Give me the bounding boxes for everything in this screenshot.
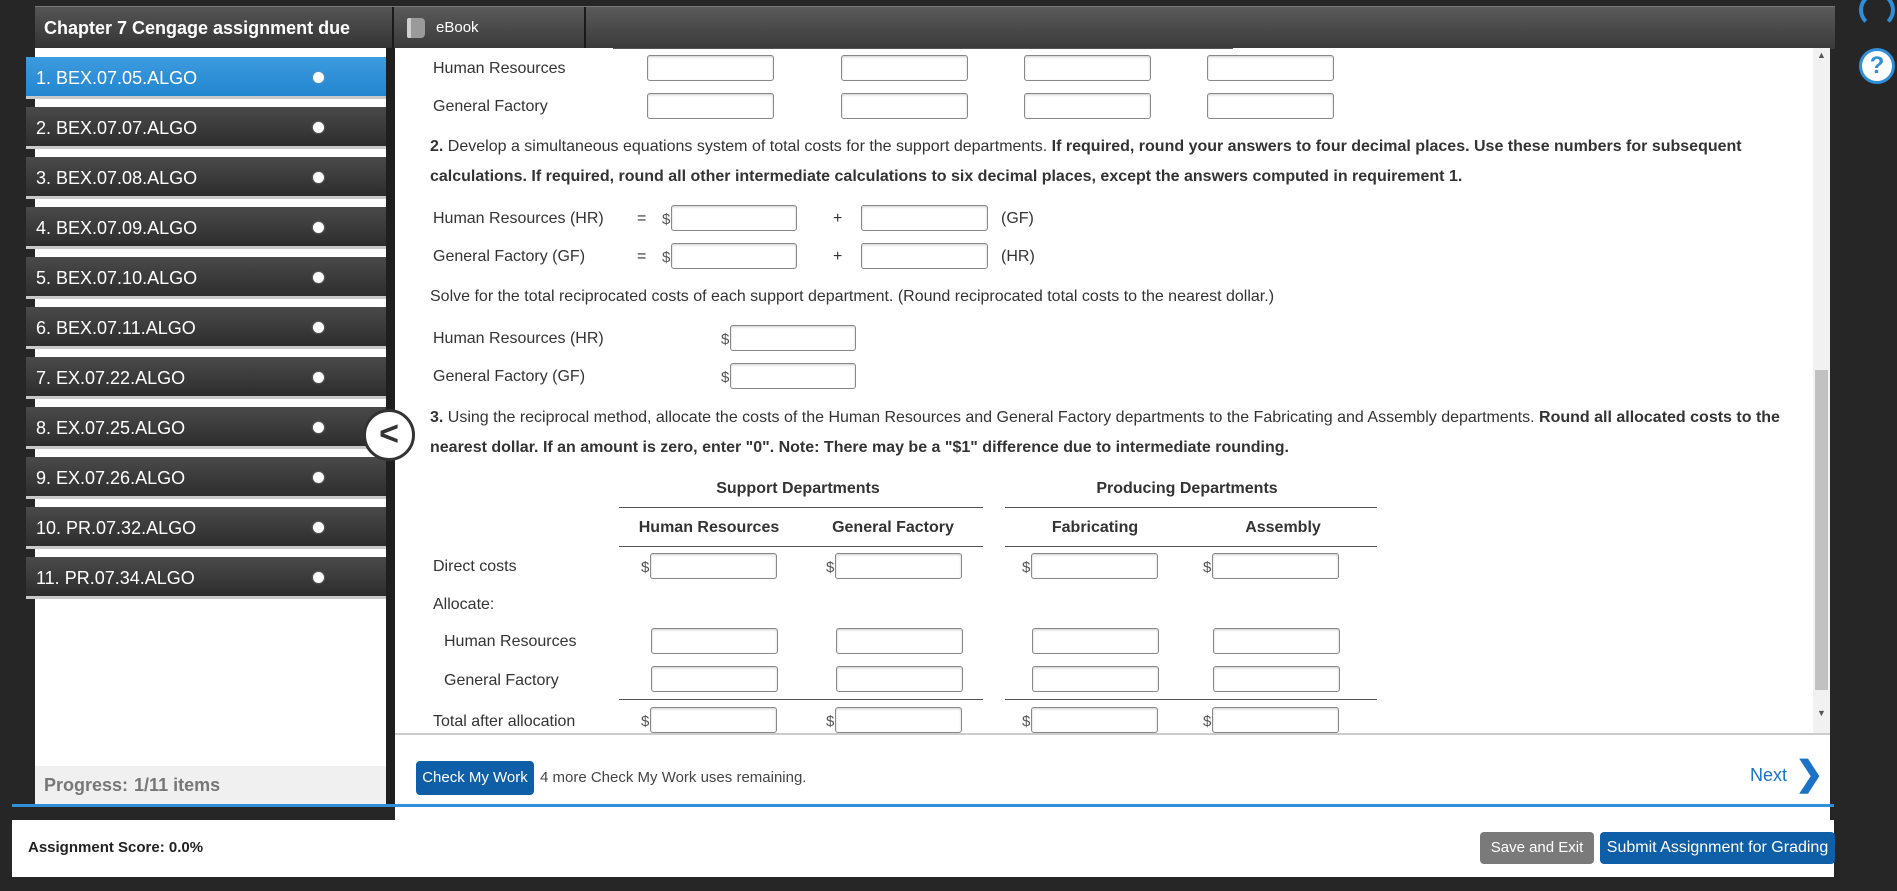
requirement-number: 3.: [430, 409, 444, 426]
total-after-input[interactable]: [650, 707, 777, 733]
allocate-gf-input[interactable]: [1032, 666, 1159, 692]
column-header: General Factory: [832, 519, 954, 536]
ebook-label: eBook: [436, 19, 479, 36]
support-departments-header: Support Departments: [716, 480, 880, 497]
sidebar-item-label: 9. EX.07.26.ALGO: [36, 468, 186, 488]
requirement-3-text: [430, 403, 1800, 463]
sidebar-item-7[interactable]: [26, 357, 386, 399]
sidebar-item-8[interactable]: [26, 407, 386, 449]
sidebar-item-10[interactable]: [26, 507, 386, 549]
equation-label-hr: Human Resources (HR): [433, 210, 604, 227]
plus-sign: +: [833, 210, 843, 227]
sidebar-item-9[interactable]: [26, 457, 386, 499]
status-dot-icon: [313, 372, 324, 383]
check-remaining-text: 4 more Check My Work uses remaining.: [540, 769, 807, 786]
collapse-sidebar-button[interactable]: <: [363, 409, 415, 461]
status-dot-icon: [313, 472, 324, 483]
table-rule: [619, 546, 983, 547]
hr-variable-label: (HR): [1001, 248, 1035, 265]
dollar-sign: $: [662, 249, 671, 266]
status-dot-icon: [313, 322, 324, 333]
status-dot-icon: [313, 522, 324, 533]
solve-instructions: Solve for the total reciprocated costs of each support department. (Round reciprocated total costs to the nearest dollar.): [430, 288, 1275, 305]
gf-constant-input[interactable]: [671, 243, 797, 269]
sidebar-item-2[interactable]: [26, 107, 386, 149]
dollar-sign: $: [826, 559, 835, 576]
row-label: Human Resources: [433, 60, 566, 77]
status-dot-icon: [313, 172, 324, 183]
allocate-hr-input[interactable]: [836, 628, 963, 654]
table-rule: [1005, 699, 1377, 700]
table-rule: [1005, 507, 1377, 508]
answer-input[interactable]: [1207, 55, 1334, 81]
allocate-hr-input[interactable]: [1213, 628, 1340, 654]
scroll-up-arrow-icon[interactable]: ▲: [1817, 50, 1826, 60]
table-rule: [1005, 546, 1377, 547]
sidebar-item-1[interactable]: [26, 57, 386, 99]
answer-input[interactable]: [841, 55, 968, 81]
table-rule: [613, 48, 1233, 49]
submit-assignment-button[interactable]: Submit Assignment for Grading: [1600, 832, 1835, 864]
question-sidebar: [35, 48, 386, 804]
sidebar-item-label: 2. BEX.07.07.ALGO: [36, 118, 198, 138]
allocate-gf-label: General Factory: [444, 672, 559, 689]
ebook-tab[interactable]: [396, 7, 586, 49]
dollar-sign: $: [641, 559, 650, 576]
allocate-label: Allocate:: [433, 596, 495, 613]
producing-departments-header: Producing Departments: [1096, 480, 1278, 497]
sidebar-item-label: 7. EX.07.22.ALGO: [36, 368, 186, 388]
answer-input[interactable]: [1207, 93, 1334, 119]
allocate-hr-input[interactable]: [651, 628, 778, 654]
question-panel: [395, 48, 1830, 793]
sidebar-item-label: 1. BEX.07.05.ALGO: [36, 68, 198, 88]
allocate-gf-input[interactable]: [651, 666, 778, 692]
answer-input[interactable]: [841, 93, 968, 119]
sidebar-item-6[interactable]: [26, 307, 386, 349]
requirement-instructions: Develop a simultaneous equations system of total costs for the support departments.: [443, 138, 1052, 155]
status-dot-icon: [313, 272, 324, 283]
progress-value: 1/11 items: [134, 775, 221, 795]
help-icon[interactable]: ?: [1859, 48, 1895, 84]
direct-costs-fabricating-input[interactable]: [1031, 553, 1158, 579]
equation-label-gf: General Factory (GF): [433, 248, 586, 265]
sidebar-item-5[interactable]: [26, 257, 386, 299]
dollar-sign: $: [662, 211, 671, 228]
answer-input[interactable]: [1024, 55, 1151, 81]
chevron-right-icon[interactable]: ❯: [1795, 755, 1824, 793]
requirement-instructions: Using the reciprocal method, allocate the costs of the Human Resources and General Factory departments to the Fabricating and Assembly departments.: [443, 409, 1540, 426]
requirement-number: 2.: [430, 138, 444, 155]
column-header: Human Resources: [638, 519, 780, 536]
hr-total-input[interactable]: [730, 325, 856, 351]
gf-variable-label: (GF): [1001, 210, 1034, 227]
allocate-gf-input[interactable]: [836, 666, 963, 692]
footer-bar: [12, 820, 1834, 877]
table-rule: [619, 507, 983, 508]
total-label-gf: General Factory (GF): [433, 368, 586, 385]
rounding-instructions: If required, round your answers to four decimal places. Use these numbers for subsequent calculations. If required, round all other intermediate calculations to six decimal places, except the answers computed in requirement 1.: [430, 138, 1742, 185]
content-scrollbar[interactable]: [1813, 48, 1830, 733]
allocate-hr-label: Human Resources: [444, 633, 577, 650]
assignment-title: Chapter 7 Cengage assignment due: [35, 7, 394, 49]
dollar-sign: $: [1022, 713, 1031, 730]
top-bar: [35, 6, 1835, 49]
dollar-sign: $: [641, 713, 650, 730]
sidebar-item-11[interactable]: [26, 557, 386, 599]
direct-costs-gf-input[interactable]: [835, 553, 962, 579]
sidebar-item-label: 4. BEX.07.09.ALGO: [36, 218, 198, 238]
dollar-sign: $: [1203, 713, 1212, 730]
row-label: General Factory: [433, 98, 548, 115]
column-header: Assembly: [1245, 519, 1321, 536]
dollar-sign: $: [1203, 559, 1212, 576]
allocate-gf-input[interactable]: [1213, 666, 1340, 692]
sidebar-item-label: 6. BEX.07.11.ALGO: [36, 318, 196, 338]
sidebar-item-3[interactable]: [26, 157, 386, 199]
answer-input[interactable]: [647, 55, 774, 81]
status-dot-icon: [313, 422, 324, 433]
column-header: Fabricating: [1051, 519, 1139, 536]
sidebar-item-label: 3. BEX.07.08.ALGO: [36, 168, 198, 188]
equals-sign: =: [637, 248, 647, 265]
total-after-allocation-label: Total after allocation: [433, 713, 576, 730]
table-rule: [619, 699, 983, 700]
total-after-input[interactable]: [1031, 707, 1158, 733]
sidebar-item-label: 11. PR.07.34.ALGO: [36, 568, 195, 588]
equals-sign: =: [637, 210, 647, 227]
sidebar-item-label: 10. PR.07.32.ALGO: [36, 518, 197, 538]
dollar-sign: $: [1022, 559, 1031, 576]
scroll-down-arrow-icon[interactable]: ▼: [1817, 708, 1826, 718]
dollar-sign: $: [721, 331, 730, 348]
check-my-work-button[interactable]: Check My Work: [416, 761, 534, 795]
rounding-instructions: Round all allocated costs to the nearest dollar. If an amount is zero, enter "0". Note: There may be a "$1" difference due to intermediate rounding.: [430, 409, 1780, 456]
hr-constant-input[interactable]: [671, 205, 797, 231]
direct-costs-assembly-input[interactable]: [1212, 553, 1339, 579]
dollar-sign: $: [826, 713, 835, 730]
save-and-exit-button[interactable]: Save and Exit: [1480, 832, 1594, 864]
next-link[interactable]: Next: [1750, 765, 1788, 785]
status-dot-icon: [313, 72, 324, 83]
progress-indicator: [35, 766, 386, 804]
book-icon: [407, 18, 425, 38]
gf-total-input[interactable]: [730, 363, 856, 389]
accent-divider: [12, 804, 1834, 807]
allocate-hr-input[interactable]: [1032, 628, 1159, 654]
sidebar-item-label: 8. EX.07.25.ALGO: [36, 418, 186, 438]
question-content: [395, 48, 1810, 733]
scroll-thumb[interactable]: [1815, 370, 1828, 690]
hr-coefficient-input[interactable]: [861, 205, 988, 231]
progress-label: Progress:: [44, 775, 129, 795]
direct-costs-label: Direct costs: [433, 558, 517, 575]
requirement-2-text: [430, 132, 1800, 192]
status-dot-icon: [313, 122, 324, 133]
plus-sign: +: [833, 248, 843, 265]
total-after-input[interactable]: [835, 707, 962, 733]
total-after-input[interactable]: [1212, 707, 1339, 733]
answer-input[interactable]: [1024, 93, 1151, 119]
sidebar-item-4[interactable]: [26, 207, 386, 249]
status-dot-icon: [313, 222, 324, 233]
assignment-score: Assignment Score: 0.0%: [28, 839, 204, 856]
direct-costs-hr-input[interactable]: [650, 553, 777, 579]
dollar-sign: $: [721, 369, 730, 386]
total-label-hr: Human Resources (HR): [433, 330, 604, 347]
gf-coefficient-input[interactable]: [861, 243, 988, 269]
status-dot-icon: [313, 572, 324, 583]
sidebar-item-label: 5. BEX.07.10.ALGO: [36, 268, 198, 288]
answer-input[interactable]: [647, 93, 774, 119]
